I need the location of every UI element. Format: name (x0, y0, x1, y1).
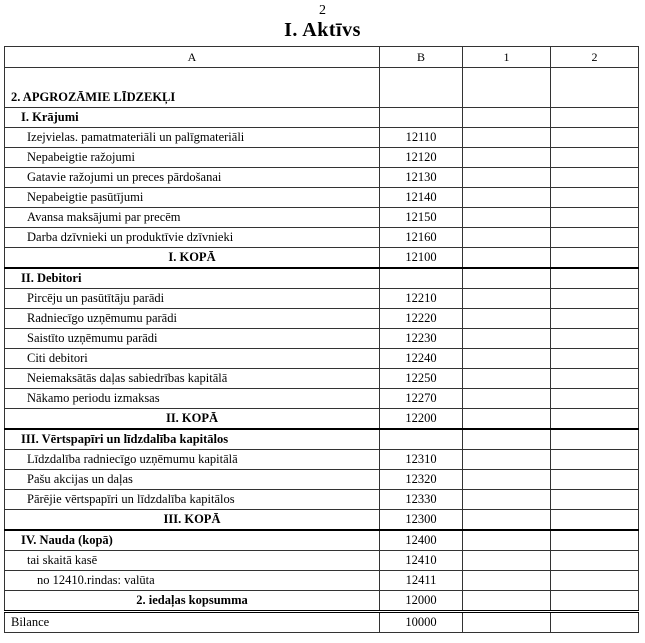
value-cell-2[interactable] (551, 208, 639, 228)
value-cell-2[interactable] (551, 551, 639, 571)
row-label: Pašu akcijas un daļas (5, 470, 380, 490)
value-cell-1[interactable] (463, 268, 551, 289)
group-heading-row (5, 108, 639, 128)
value-cell-2[interactable] (551, 289, 639, 309)
row-label: Gatavie ražojumi un preces pārdošanai (5, 168, 380, 188)
group-heading: I. Krājumi (5, 108, 380, 128)
table-row (5, 309, 639, 329)
row-code: 12160 (380, 228, 463, 248)
value-cell-2[interactable] (551, 128, 639, 148)
value-cell-2[interactable] (551, 188, 639, 208)
value-cell-1[interactable] (463, 369, 551, 389)
balance-row (5, 612, 639, 633)
page-title: I. Aktīvs (284, 19, 361, 41)
empty-cell (380, 268, 463, 289)
group-heading: II. Debitori (5, 268, 380, 289)
row-label: Nepabeigtie ražojumi (5, 148, 380, 168)
value-cell-2[interactable] (551, 591, 639, 612)
total-label: I. KOPĀ (5, 248, 380, 269)
table-row (5, 168, 639, 188)
group-heading-row (5, 530, 639, 551)
row-code: 12411 (380, 571, 463, 591)
page-number: 2 (319, 3, 326, 18)
value-cell-1[interactable] (463, 510, 551, 531)
column-header-2: 2 (551, 47, 639, 68)
row-code: 12250 (380, 369, 463, 389)
row-label: Pircēju un pasūtītāju parādi (5, 289, 380, 309)
value-cell-1[interactable] (463, 148, 551, 168)
column-header-b: B (380, 47, 463, 68)
row-label: Avansa maksājumi par precēm (5, 208, 380, 228)
section-total-code: 12000 (380, 591, 463, 612)
row-code: 12210 (380, 289, 463, 309)
total-code: 12300 (380, 510, 463, 531)
column-header-1: 1 (463, 47, 551, 68)
value-cell-1[interactable] (463, 591, 551, 612)
total-code: 12100 (380, 248, 463, 269)
value-cell-1[interactable] (463, 530, 551, 551)
value-cell-2[interactable] (551, 148, 639, 168)
row-label: Darba dzīvnieki un produktīvie dzīvnieki (5, 228, 380, 248)
row-code: 12110 (380, 128, 463, 148)
section-heading-row (5, 88, 639, 108)
table-row (5, 349, 639, 369)
value-cell-2[interactable] (551, 450, 639, 470)
value-cell-2[interactable] (551, 309, 639, 329)
row-code: 12130 (380, 168, 463, 188)
row-code: 12230 (380, 329, 463, 349)
value-cell-1[interactable] (463, 248, 551, 269)
value-cell-2[interactable] (551, 168, 639, 188)
row-code: 12120 (380, 148, 463, 168)
table-row (5, 329, 639, 349)
balance-code: 10000 (380, 612, 463, 633)
row-code: 12320 (380, 470, 463, 490)
group-heading: III. Vērtspapīri un līdzdalība kapitālos (5, 429, 380, 450)
value-cell-2[interactable] (551, 369, 639, 389)
row-label: Neiemaksātās daļas sabiedrības kapitālā (5, 369, 380, 389)
column-header-a: A (5, 47, 380, 68)
row-label: Izejvielas. pamatmateriāli un palīgmateriāli (5, 128, 380, 148)
value-cell-1[interactable] (463, 571, 551, 591)
table-row (5, 470, 639, 490)
row-label: no 12410.rindas: valūta (5, 571, 380, 591)
total-row (5, 248, 639, 269)
row-label: Līdzdalība radniecīgo uzņēmumu kapitālā (5, 450, 380, 470)
table-row (5, 450, 639, 470)
row-code: 12140 (380, 188, 463, 208)
cash-heading: IV. Nauda (kopā) (5, 530, 380, 551)
value-cell-1[interactable] (463, 612, 551, 633)
row-code: 12150 (380, 208, 463, 228)
value-cell-1[interactable] (463, 168, 551, 188)
value-cell-2[interactable] (551, 268, 639, 289)
table-row (5, 188, 639, 208)
value-cell-1[interactable] (463, 108, 551, 128)
total-label: II. KOPĀ (5, 409, 380, 430)
header-row (5, 47, 639, 68)
value-cell-2[interactable] (551, 571, 639, 591)
value-cell-2[interactable] (551, 329, 639, 349)
balance-sheet-table (4, 46, 639, 633)
group-heading-row (5, 268, 639, 289)
table-row (5, 551, 639, 571)
total-row (5, 409, 639, 430)
total-code: 12200 (380, 409, 463, 430)
value-cell-2[interactable] (551, 248, 639, 269)
cash-heading-code: 12400 (380, 530, 463, 551)
value-cell-1[interactable] (463, 450, 551, 470)
value-cell-2[interactable] (551, 612, 639, 633)
value-cell-2[interactable] (551, 470, 639, 490)
row-code: 12330 (380, 490, 463, 510)
group-heading-row (5, 429, 639, 450)
spacer-row (5, 68, 639, 89)
table-row (5, 490, 639, 510)
value-cell-1[interactable] (463, 490, 551, 510)
total-row (5, 510, 639, 531)
value-cell-1[interactable] (463, 208, 551, 228)
row-code: 12220 (380, 309, 463, 329)
value-cell-2[interactable] (551, 349, 639, 369)
section-total-label: 2. iedaļas kopsumma (5, 591, 380, 612)
table-row (5, 148, 639, 168)
value-cell-1[interactable] (463, 551, 551, 571)
balance-label: Bilance (5, 612, 380, 633)
value-cell-2[interactable] (551, 228, 639, 248)
row-code: 12410 (380, 551, 463, 571)
value-cell-1[interactable] (463, 309, 551, 329)
row-code: 12310 (380, 450, 463, 470)
row-code: 12270 (380, 389, 463, 409)
total-label: III. KOPĀ (5, 510, 380, 531)
row-label: Nākamo periodu izmaksas (5, 389, 380, 409)
row-label: Nepabeigtie pasūtījumi (5, 188, 380, 208)
value-cell-1[interactable] (463, 128, 551, 148)
table-row (5, 389, 639, 409)
value-cell-1[interactable] (463, 188, 551, 208)
value-cell-2[interactable] (551, 510, 639, 531)
section-heading: 2. APGROZĀMIE LĪDZEKĻI (5, 88, 380, 108)
table-row (5, 289, 639, 309)
empty-cell (380, 429, 463, 450)
value-cell-1[interactable] (463, 289, 551, 309)
value-cell-2[interactable] (551, 490, 639, 510)
row-label: Pārējie vērtspapīri un līdzdalība kapitālos (5, 490, 380, 510)
value-cell-1[interactable] (463, 409, 551, 430)
table-row (5, 571, 639, 591)
section-total-row (5, 591, 639, 612)
value-cell-1[interactable] (463, 349, 551, 369)
table-row (5, 208, 639, 228)
row-code: 12240 (380, 349, 463, 369)
row-label: Citi debitori (5, 349, 380, 369)
value-cell-2[interactable] (551, 389, 639, 409)
row-label: tai skaitā kasē (5, 551, 380, 571)
table-row (5, 228, 639, 248)
value-cell-2[interactable] (551, 429, 639, 450)
value-cell-1[interactable] (463, 470, 551, 490)
row-label: Radniecīgo uzņēmumu parādi (5, 309, 380, 329)
value-cell-2[interactable] (551, 108, 639, 128)
value-cell-1[interactable] (463, 329, 551, 349)
empty-cell (380, 108, 463, 128)
table-row (5, 369, 639, 389)
value-cell-1[interactable] (463, 429, 551, 450)
table-row (5, 128, 639, 148)
value-cell-1[interactable] (463, 228, 551, 248)
value-cell-1[interactable] (463, 389, 551, 409)
value-cell-2[interactable] (551, 530, 639, 551)
value-cell-2[interactable] (551, 409, 639, 430)
row-label: Saistīto uzņēmumu parādi (5, 329, 380, 349)
